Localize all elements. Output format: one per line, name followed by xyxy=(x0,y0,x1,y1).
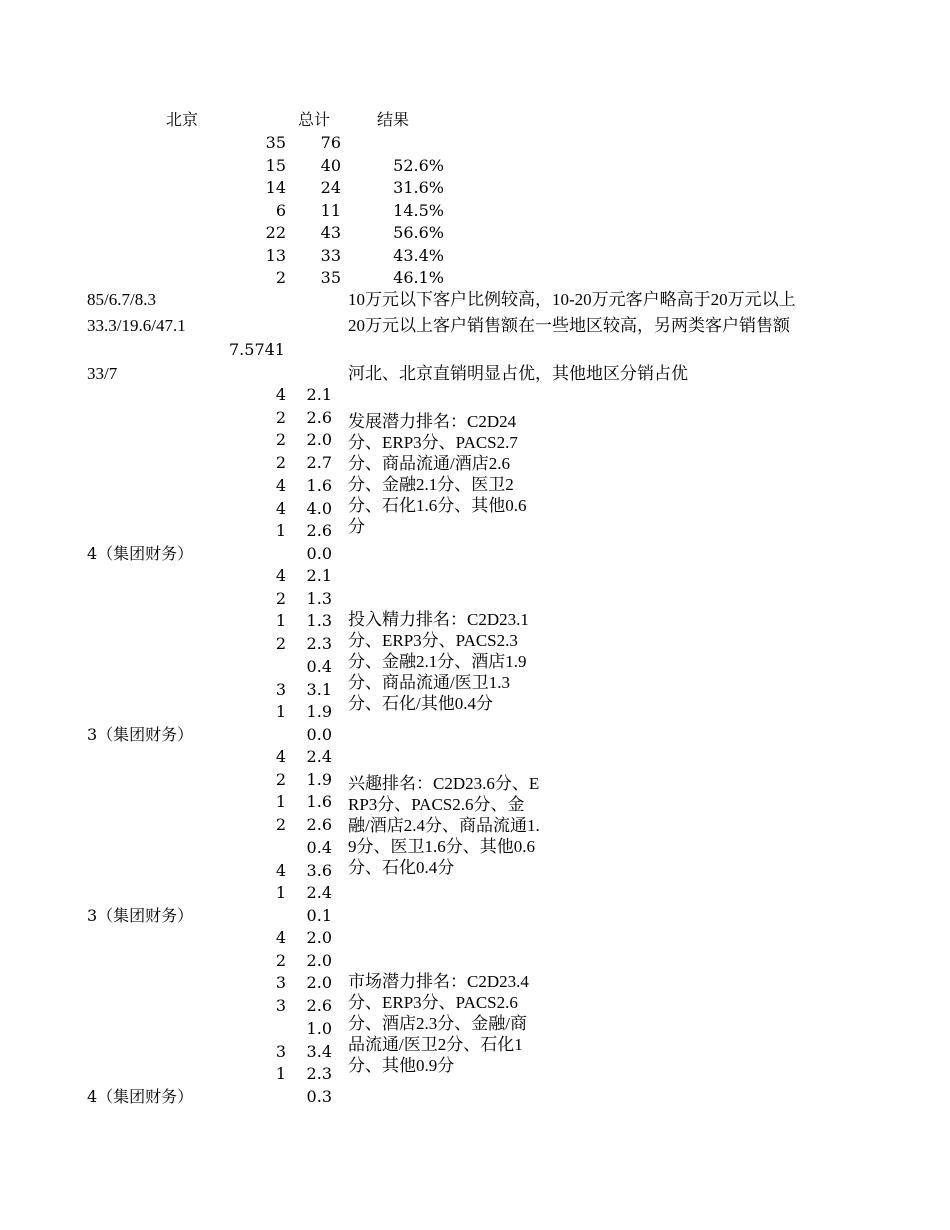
block-row-score: 3.6 xyxy=(306,861,332,880)
top-row-total: 76 xyxy=(320,133,341,152)
block-row-count: 3 xyxy=(275,973,286,992)
block-row-count: 4 xyxy=(275,861,286,880)
block-row-count: 1 xyxy=(275,521,286,540)
block-row-score: 1.3 xyxy=(306,611,332,630)
block-footer-value: 0.3 xyxy=(306,1087,332,1106)
block-row-count: 4 xyxy=(275,747,286,766)
top-row-result: 52.6% xyxy=(393,156,444,175)
top-row-count: 15 xyxy=(265,156,286,175)
block-row-count: 2 xyxy=(275,770,286,789)
block-row-count: 2 xyxy=(275,408,286,427)
block-row-count: 4 xyxy=(275,499,286,518)
block-ranking-note: 发展潜力排名：C2D24分、ERP3分、PACS2.7分、商品流通/酒店2.6分、金融2.1分、医卫2分、石化1.6分、其他0.6分 xyxy=(348,412,527,536)
block-row-score: 2.4 xyxy=(306,883,332,902)
block-row-score: 2.4 xyxy=(306,747,332,766)
top-row-count: 6 xyxy=(275,201,286,220)
block-row-count: 1 xyxy=(275,792,286,811)
summary-3: 河北、北京直销明显占优，其他地区分销占优 xyxy=(348,364,688,383)
block-row-score: 2.6 xyxy=(306,815,332,834)
block-row-count: 1 xyxy=(275,702,286,721)
top-row-total: 40 xyxy=(320,156,341,175)
block-row-score: 1.9 xyxy=(306,770,332,789)
block-footer-label: 3（集团财务） xyxy=(87,725,194,744)
block-footer-value: 0.0 xyxy=(306,544,332,563)
block-row-count: 2 xyxy=(275,951,286,970)
ratio-1: 85/6.7/8.3 xyxy=(87,290,156,309)
block-row-count: 3 xyxy=(275,680,286,699)
block-footer-value: 0.1 xyxy=(306,906,332,925)
top-row-count: 2 xyxy=(275,268,286,287)
block-row-score: 4.0 xyxy=(306,499,332,518)
block-row-score: 1.6 xyxy=(306,792,332,811)
top-row-count: 22 xyxy=(265,223,286,242)
block-row-count: 2 xyxy=(275,453,286,472)
block-row-score: 2.1 xyxy=(306,385,332,404)
block-row-score: 1.3 xyxy=(306,589,332,608)
block-row-count: 1 xyxy=(275,883,286,902)
block-row-score: 1.0 xyxy=(306,1019,332,1038)
block-row-score: 2.6 xyxy=(306,521,332,540)
summary-2: 20万元以上客户销售额在一些地区较高，另两类客户销售额 xyxy=(348,316,790,335)
block-row-count: 1 xyxy=(275,611,286,630)
block-row-count: 2 xyxy=(275,589,286,608)
top-row-result: 56.6% xyxy=(393,223,444,242)
block-footer-label: 3（集团财务） xyxy=(87,906,194,925)
ratio-3: 7.5741 xyxy=(229,340,285,359)
block-footer-label: 4（集团财务） xyxy=(87,1087,194,1106)
block-row-count: 4 xyxy=(275,928,286,947)
header-total: 总计 xyxy=(298,110,331,129)
top-row-result: 43.4% xyxy=(393,246,444,265)
block-row-count: 2 xyxy=(275,634,286,653)
block-row-count: 2 xyxy=(275,815,286,834)
top-row-result: 14.5% xyxy=(393,201,444,220)
top-row-result: 31.6% xyxy=(393,178,444,197)
block-row-score: 2.7 xyxy=(306,453,332,472)
block-row-count: 4 xyxy=(275,566,286,585)
block-row-score: 0.4 xyxy=(306,838,332,857)
top-row-total: 35 xyxy=(320,268,341,287)
top-row-total: 33 xyxy=(320,246,341,265)
block-row-score: 2.0 xyxy=(306,928,332,947)
block-row-score: 2.3 xyxy=(306,634,332,653)
block-row-count: 4 xyxy=(275,476,286,495)
block-row-count: 2 xyxy=(275,430,286,449)
block-row-score: 2.0 xyxy=(306,951,332,970)
block-row-score: 2.0 xyxy=(306,430,332,449)
header-result: 结果 xyxy=(377,110,410,129)
top-row-result: 46.1% xyxy=(393,268,444,287)
block-ranking-note: 市场潜力排名：C2D23.4分、ERP3分、PACS2.6分、酒店2.3分、金融/商品流通/医卫2分、石化1分、其他0.9分 xyxy=(348,972,529,1075)
top-row-count: 14 xyxy=(265,178,286,197)
block-row-count: 1 xyxy=(275,1064,286,1083)
block-row-count: 3 xyxy=(275,996,286,1015)
block-row-score: 1.6 xyxy=(306,476,332,495)
block-row-score: 2.6 xyxy=(306,408,332,427)
block-row-score: 0.4 xyxy=(306,657,332,676)
ratio-4: 33/7 xyxy=(87,364,118,383)
top-row-count: 35 xyxy=(265,133,286,152)
block-row-score: 2.3 xyxy=(306,1064,332,1083)
ratio-2: 33.3/19.6/47.1 xyxy=(87,316,186,335)
block-ranking-note: 兴趣排名：C2D23.6分、ERP3分、PACS2.6分、金融/酒店2.4分、商品流通1.9分、医卫1.6分、其他0.6分、石化0.4分 xyxy=(348,774,540,877)
block-row-count: 3 xyxy=(275,1042,286,1061)
header-region: 北京 xyxy=(166,110,199,129)
top-row-count: 13 xyxy=(265,246,286,265)
block-row-score: 1.9 xyxy=(306,702,332,721)
summary-1: 10万元以下客户比例较高，10-20万元客户略高于20万元以上 xyxy=(348,290,796,309)
block-row-score: 2.0 xyxy=(306,973,332,992)
block-ranking-note: 投入精力排名：C2D23.1分、ERP3分、PACS2.3分、金融2.1分、酒店1.9分、商品流通/医卫1.3分、石化/其他0.4分 xyxy=(348,610,529,713)
top-row-total: 24 xyxy=(320,178,341,197)
top-row-total: 11 xyxy=(320,201,341,220)
block-row-score: 3.4 xyxy=(306,1042,332,1061)
block-row-score: 3.1 xyxy=(306,680,332,699)
block-footer-value: 0.0 xyxy=(306,725,332,744)
block-row-score: 2.1 xyxy=(306,566,332,585)
block-row-count: 4 xyxy=(275,385,286,404)
block-footer-label: 4（集团财务） xyxy=(87,544,194,563)
block-row-score: 2.6 xyxy=(306,996,332,1015)
top-row-total: 43 xyxy=(320,223,341,242)
